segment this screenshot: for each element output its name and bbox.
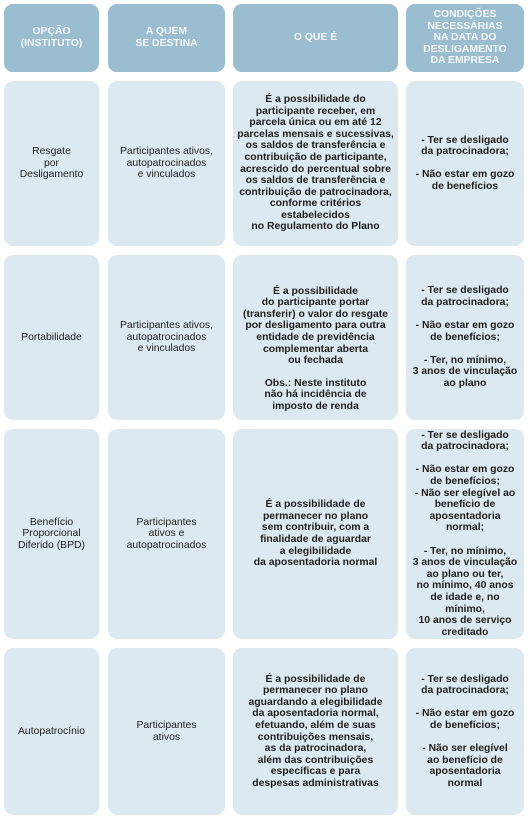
row-2-conditions: - Ter se desligado da patrocinadora; - Não estar em gozo de benefícios; - Ter, no mínimo, 3 anos de vinculação ao plano [406, 255, 524, 420]
row-2-option: Portabilidade [4, 255, 99, 420]
row-4-option: Autopatrocínio [4, 648, 99, 815]
header-conditions: CONDIÇÕES NECESSÁRIAS NA DATA DO DESLIGAMENTO DA EMPRESA [406, 4, 524, 72]
header-description: O QUE É [233, 4, 398, 72]
row-1-conditions: - Ter se desligado da patrocinadora; - Não estar em gozo de benefícios [406, 81, 524, 246]
row-2-target: Participantes ativos, autopatrocinados e vinculados [108, 255, 225, 420]
row-4-target: Participantes ativos [108, 648, 225, 815]
row-4-description: É a possibilidade de permanecer no plano aguardando a elegibilidade da aposentadoria normal, efetuando, além de suas contribuições mensais, as da patrocinadora, além das contribuições específicas e para despesas administrativas [233, 648, 398, 815]
header-option: OPÇÃO (INSTITUTO) [4, 4, 99, 72]
row-3-description: É a possibilidade de permanecer no plano sem contribuir, com a finalidade de aguardar a elegibilidade da aposentadoria normal [233, 429, 398, 639]
row-2-note: Obs.: Neste instituto não há incidência de imposto de renda [264, 377, 367, 412]
header-target: A QUEM SE DESTINA [108, 4, 225, 72]
row-1-description: É a possibilidade do participante receber, em parcela única ou em até 12 parcelas mensais e sucessivas, os saldos de transferência e contribuição de participante, acrescido do percentual sobre os saldos de transferência e contribuição de patrocinadora, conforme critérios estabelecidos no Regulamento do Plano [233, 81, 398, 246]
row-1-target: Participantes ativos, autopatrocinados e vinculados [108, 81, 225, 246]
row-2-description-cell [233, 255, 398, 420]
row-3-target: Participantes ativos e autopatrocinados [108, 429, 225, 639]
row-1-option: Resgate por Desligamento [4, 81, 99, 246]
row-4-conditions: - Ter se desligado da patrocinadora; - Não estar em gozo de benefícios; - Não ser elegível ao benefício de aposentadoria normal [406, 648, 524, 815]
row-3-conditions: - Ter se desligado da patrocinadora; - Não estar em gozo de benefícios; - Não ser elegível ao benefício de aposentadoria normal; - Ter, no mínimo, 3 anos de vinculação ao plano ou ter, no mínimo, 40 anos de idade e, no mínimo, 10 anos de serviço creditado [406, 429, 524, 639]
row-3-option: Benefício Proporcional Diferido (BPD) [4, 429, 99, 639]
row-2-description: É a possibilidade do participante portar (transferir) o valor do resgate por desligamento para outra entidade de previdência complementar aberta ou fechada [243, 285, 388, 367]
